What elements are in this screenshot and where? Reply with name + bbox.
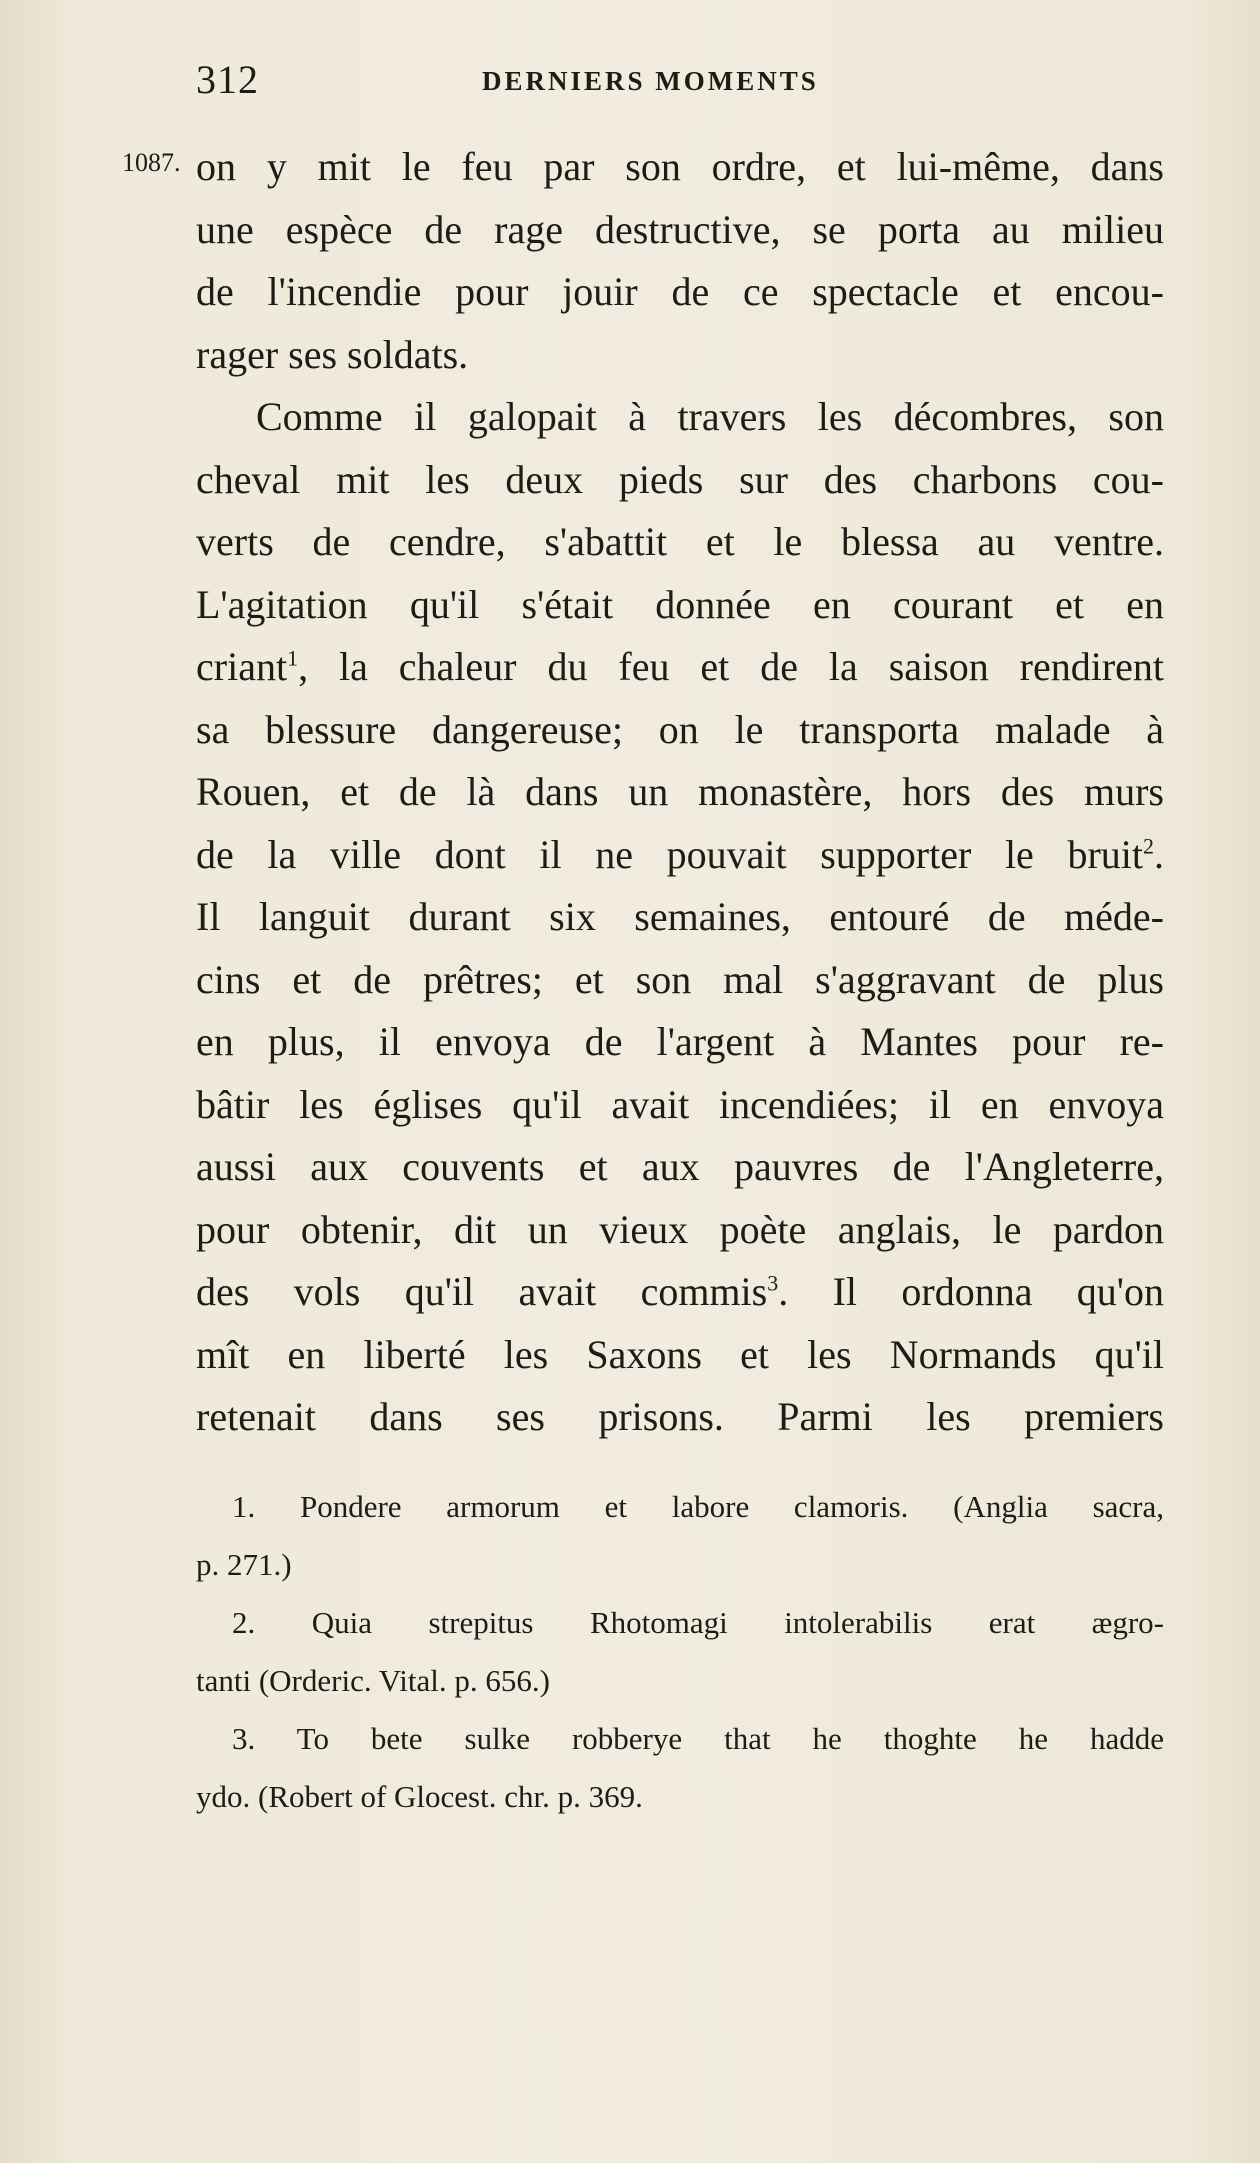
body-line-text: , la chaleur du feu et de la saison rendirent: [298, 644, 1164, 689]
page-number: 312: [196, 57, 259, 102]
footnote-2: 2. Quia strepitus Rhotomagi intolerabilis erat ægro-: [232, 1605, 1164, 1640]
body-line: retenait dans ses prisons. Parmi les premiers: [196, 1394, 1164, 1439]
body-line-with-footnote: [196, 824, 1164, 887]
body-line-text: de la ville dont il ne pouvait supporter le bruit: [196, 831, 1143, 877]
footnote-ref-2: 2: [1143, 833, 1154, 859]
body-line: verts de cendre, s'abattit et le blessa au ventre.: [196, 519, 1164, 564]
body-line-text: .: [1154, 831, 1164, 877]
body-line: pour obtenir, dit un vieux poète anglais, le pardon: [196, 1206, 1164, 1252]
body-line: en plus, il envoya de l'argent à Mantes pour re-: [196, 1019, 1164, 1064]
body-line-with-footnote: [196, 1261, 1164, 1324]
body-line: de l'incendie pour jouir de ce spectacle et encou-: [196, 269, 1164, 314]
body-line-with-footnote: [196, 636, 1164, 699]
footnote-1-cont: p. 271.): [196, 1547, 292, 1582]
body-line: mît en liberté les Saxons et les Normands qu'il: [196, 1331, 1164, 1377]
body-line: Rouen, et de là dans un monastère, hors des murs: [196, 769, 1164, 814]
body-line: aussi aux couvents et aux pauvres de l'Angleterre,: [196, 1144, 1164, 1189]
body-line: sa blessure dangereuse; on le transporta malade à: [196, 706, 1164, 752]
footnote-3: 3. To bete sulke robberye that he thoghte he hadde: [232, 1721, 1164, 1756]
running-title: DERNIERS MOMENTS: [482, 66, 819, 96]
footnote-ref-1: 1: [287, 645, 299, 671]
footnote-ref-3: 3: [767, 1270, 779, 1296]
page-header: [196, 56, 1196, 116]
body-line-text: des vols qu'il avait commis: [196, 1269, 768, 1314]
body-line: Il languit durant six semaines, entouré de méde-: [196, 894, 1164, 939]
footnote-3-cont: ydo. (Robert of Glocest. chr. p. 369.: [196, 1779, 643, 1814]
margin-year: 1087.: [122, 148, 181, 177]
body-line: cheval mit les deux pieds sur des charbons cou-: [196, 456, 1164, 502]
body-line: cins et de prêtres; et son mal s'aggravant de plus: [196, 956, 1164, 1002]
body-text: [196, 136, 1164, 1449]
footnote-1: 1. Pondere armorum et labore clamoris. (Anglia sacra,: [232, 1489, 1164, 1524]
body-line-text: . Il ordonna qu'on: [778, 1269, 1165, 1314]
body-line: on y mit le feu par son ordre, et lui-même, dans: [196, 144, 1164, 189]
body-line: L'agitation qu'il s'était donnée en courant et en: [196, 581, 1164, 627]
body-line: Comme il galopait à travers les décombres, son: [256, 394, 1164, 439]
body-line: rager ses soldats.: [196, 331, 469, 377]
body-line: une espèce de rage destructive, se porta au milieu: [196, 206, 1164, 252]
body-line: bâtir les églises qu'il avait incendiées; il en envoya: [196, 1081, 1164, 1127]
body-line-text: criant: [196, 644, 288, 689]
footnotes: [196, 1478, 1164, 1826]
footnote-2-cont: tanti (Orderic. Vital. p. 656.): [196, 1663, 550, 1698]
